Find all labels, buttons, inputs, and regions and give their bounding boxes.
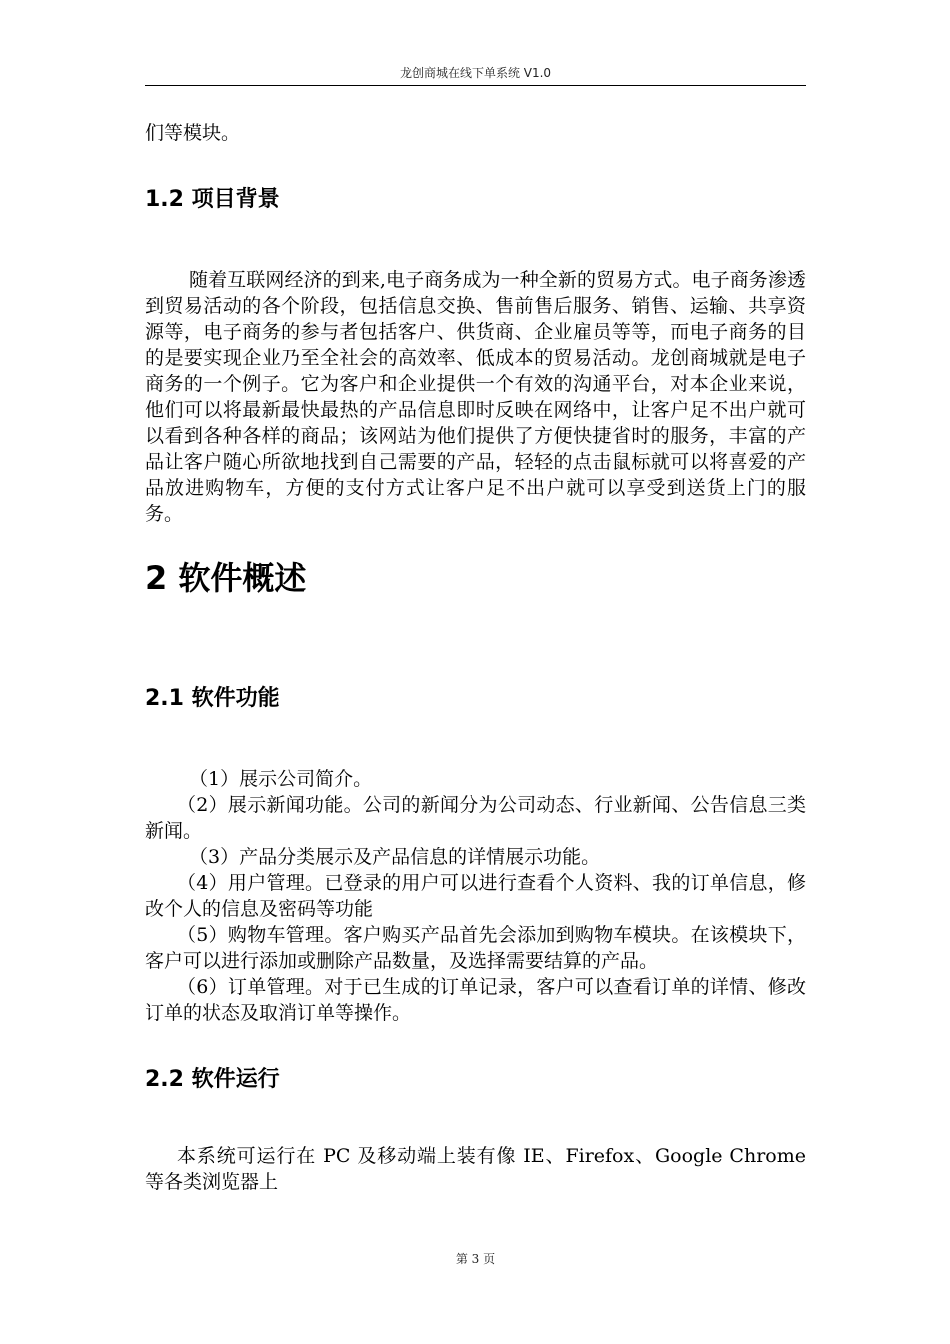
intro-tail-text: 们等模块。 xyxy=(145,122,241,144)
list-item: （4）用户管理。已登录的用户可以进行查看个人资料、我的订单信息，修改个人的信息及密码等功能 xyxy=(145,872,806,920)
feature-list xyxy=(145,766,806,1026)
header-divider xyxy=(145,85,806,86)
section-heading-2-2: 2.2 软件运行 xyxy=(145,1067,280,1092)
runtime-paragraph: 本系统可运行在 PC 及移动端上装有像 IE、Firefox、Google Chrome 等各类浏览器上 xyxy=(145,1145,806,1193)
list-item: （6）订单管理。对于已生成的订单记录，客户可以查看订单的详情、修改订单的状态及取消订单等操作。 xyxy=(145,976,806,1024)
list-item: （1）展示公司简介。 xyxy=(189,768,373,790)
background-paragraph: 随着互联网经济的到来,电子商务成为一种全新的贸易方式。电子商务渗透到贸易活动的各个阶段，包括信息交换、售前售后服务、销售、运输、共享资源等，电子商务的参与者包括客户、供货商、企业雇员等等，而电子商务的目的是要实现企业乃至全社会的高效率、低成本的贸易活动。龙创商城就是电子商务的一个例子。它为客户和企业提供一个有效的沟通平台，对本企业来说，他们可以将最新最快最热的产品信息即时反映在网络中，让客户足不出户就可以看到各种各样的商品；该网站为他们提供了方便快捷省时的服务，丰富的产品让客户随心所欲地找到自己需要的产品，轻轻的点击鼠标就可以将喜爱的产品放进购物车，方便的支付方式让客户足不出户就可以享受到送货上门的服务。 xyxy=(145,269,806,525)
page-footer: 第 3 页 xyxy=(455,1252,496,1266)
list-item: （2）展示新闻功能。公司的新闻分为公司动态、行业新闻、公告信息三类新闻。 xyxy=(145,794,806,842)
document-body xyxy=(145,120,806,1195)
list-item: （5）购物车管理。客户购买产品首先会添加到购物车模块。在该模块下，客户可以进行添加或删除产品数量，及选择需要结算的产品。 xyxy=(145,924,806,972)
section-heading-2: 2 软件概述 xyxy=(145,559,307,597)
page-header: 龙创商城在线下单系统 V1.0 xyxy=(399,66,552,80)
list-item: （3）产品分类展示及产品信息的详情展示功能。 xyxy=(189,846,601,868)
section-heading-2-1: 2.1 软件功能 xyxy=(145,686,280,711)
section-heading-1-2: 1.2 项目背景 xyxy=(145,187,280,212)
